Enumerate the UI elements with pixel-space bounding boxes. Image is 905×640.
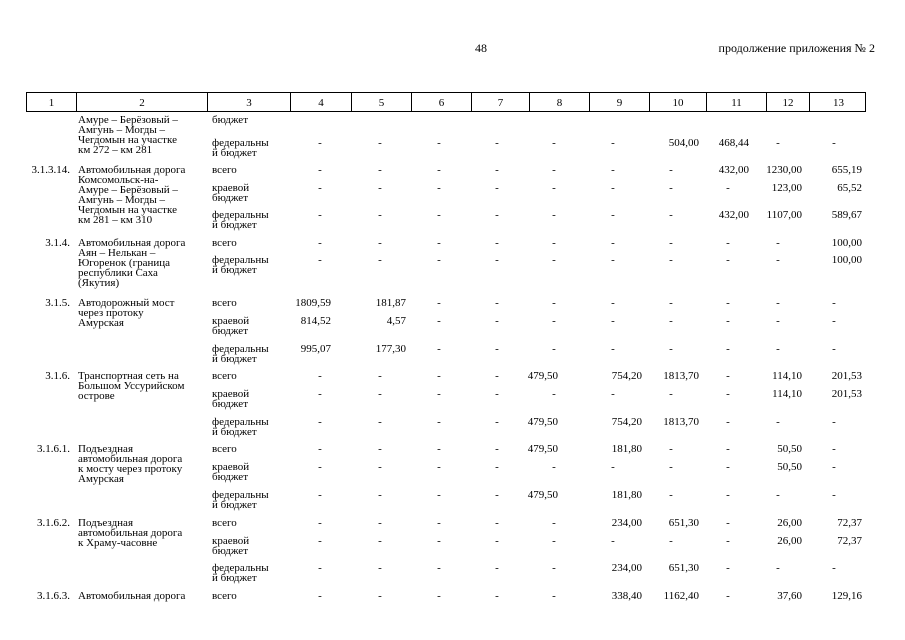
row-code: 3.1.6. (45, 370, 70, 382)
column-header-1: 1 (48, 97, 55, 109)
empty-value: - (437, 489, 441, 501)
funding-source: краевой (212, 535, 250, 547)
empty-value: - (318, 535, 322, 547)
empty-value: - (669, 254, 673, 266)
empty-value: - (726, 562, 730, 574)
value-cell: 50,50 (777, 443, 802, 455)
empty-value: - (437, 315, 441, 327)
empty-value: - (437, 254, 441, 266)
empty-value: - (726, 388, 730, 400)
value-cell: 1230,00 (766, 164, 802, 176)
row-name-line: Автомобильная дорога (78, 164, 186, 176)
empty-value: - (776, 297, 780, 309)
value-cell: 181,87 (375, 297, 406, 309)
row-code: 3.1.3.14. (31, 164, 70, 176)
row-name-line: Чегдомын на участке (78, 204, 177, 216)
empty-value: - (611, 137, 615, 149)
empty-value: - (552, 237, 556, 249)
empty-value: - (726, 535, 730, 547)
row-name-line: к Храму-часовне (78, 537, 158, 549)
empty-value: - (437, 388, 441, 400)
column-header-3: 3 (207, 93, 290, 111)
empty-value: - (552, 254, 556, 266)
empty-value: - (378, 489, 382, 501)
value-cell: 181,80 (611, 443, 642, 455)
empty-value: - (318, 209, 322, 221)
column-header-4: 4 (290, 93, 351, 111)
value-cell: 1813,70 (663, 416, 699, 428)
value-cell: 338,40 (611, 590, 642, 602)
empty-value: - (495, 370, 499, 382)
empty-value: - (726, 416, 730, 428)
funding-source: й бюджет (212, 147, 257, 159)
value-cell: 814,52 (300, 315, 331, 327)
empty-value: - (378, 182, 382, 194)
empty-value: - (552, 182, 556, 194)
empty-value: - (832, 297, 836, 309)
value-cell: 432,00 (718, 164, 749, 176)
empty-value: - (437, 343, 441, 355)
empty-value: - (318, 489, 322, 501)
empty-value: - (552, 209, 556, 221)
value-cell: 201,53 (831, 388, 862, 400)
row-code: 3.1.5. (45, 297, 70, 309)
row-name-line: автомобильная дорога (78, 453, 183, 465)
empty-value: - (832, 315, 836, 327)
empty-value: - (318, 370, 322, 382)
value-cell: 234,00 (611, 562, 642, 574)
empty-value: - (611, 209, 615, 221)
empty-value: - (552, 388, 556, 400)
empty-value: - (611, 164, 615, 176)
funding-source: всего (212, 517, 237, 529)
empty-value: - (378, 388, 382, 400)
value-cell: 37,60 (777, 590, 802, 602)
empty-value: - (495, 590, 499, 602)
value-cell: 201,53 (831, 370, 862, 382)
empty-value: - (318, 254, 322, 266)
funding-source: бюджет (212, 192, 248, 204)
empty-value: - (437, 237, 441, 249)
row-code: 3.1.6.2. (37, 517, 70, 529)
empty-value: - (318, 416, 322, 428)
empty-value: - (495, 443, 499, 455)
empty-value: - (776, 315, 780, 327)
empty-value: - (318, 590, 322, 602)
empty-value: - (378, 517, 382, 529)
value-cell: 123,00 (771, 182, 802, 194)
funding-source: всего (212, 443, 237, 455)
value-cell: 100,00 (831, 237, 862, 249)
value-cell: 100,00 (831, 254, 862, 266)
funding-source: федеральны (212, 343, 269, 355)
empty-value: - (437, 443, 441, 455)
empty-value: - (776, 562, 780, 574)
empty-value: - (611, 461, 615, 473)
value-cell: 468,44 (718, 137, 749, 149)
empty-value: - (552, 517, 556, 529)
row-name-line: Амурская (78, 473, 124, 485)
row-name-line: автомобильная дорога (78, 527, 183, 539)
funding-source: й бюджет (212, 219, 257, 231)
empty-value: - (437, 164, 441, 176)
funding-source: федеральны (212, 209, 269, 221)
value-cell: 114,10 (772, 370, 802, 382)
row-name-line: Амгунь – Могды – (78, 124, 166, 136)
empty-value: - (495, 388, 499, 400)
empty-value: - (611, 237, 615, 249)
empty-value: - (726, 297, 730, 309)
value-cell: 651,30 (668, 517, 699, 529)
empty-value: - (378, 590, 382, 602)
empty-value: - (318, 562, 322, 574)
empty-value: - (726, 237, 730, 249)
value-cell: 4,57 (386, 315, 406, 327)
empty-value: - (611, 388, 615, 400)
row-name-line: республики Саха (78, 267, 158, 279)
funding-source: краевой (212, 388, 250, 400)
empty-value: - (378, 535, 382, 547)
funding-source: й бюджет (212, 353, 257, 365)
empty-value: - (318, 237, 322, 249)
row-name-line: Амуре – Берёзовый – (78, 114, 178, 126)
funding-source: всего (212, 590, 237, 602)
empty-value: - (726, 370, 730, 382)
empty-value: - (726, 254, 730, 266)
empty-value: - (552, 137, 556, 149)
page-number: 48 (475, 41, 487, 55)
empty-value: - (378, 254, 382, 266)
empty-value: - (832, 443, 836, 455)
column-header-7: 7 (471, 93, 529, 111)
empty-value: - (378, 461, 382, 473)
row-code: 3.1.4. (45, 237, 70, 249)
funding-source: краевой (212, 461, 250, 473)
empty-value: - (611, 182, 615, 194)
empty-value: - (378, 237, 382, 249)
value-cell: 754,20 (611, 416, 642, 428)
value-cell: 651,30 (668, 562, 699, 574)
row-name-line: Югоренок (граница (78, 257, 171, 269)
funding-source: федеральны (212, 489, 269, 501)
empty-value: - (611, 254, 615, 266)
value-cell: 479,50 (527, 370, 558, 382)
empty-value: - (378, 443, 382, 455)
empty-value: - (495, 182, 499, 194)
funding-source: всего (212, 164, 237, 176)
empty-value: - (776, 254, 780, 266)
funding-source: бюджет (212, 545, 248, 557)
row-code: 3.1.6.3. (37, 590, 70, 602)
value-cell: 655,19 (831, 164, 862, 176)
empty-value: - (318, 517, 322, 529)
empty-value: - (776, 416, 780, 428)
row-name-line: Большом Уссурийском (78, 380, 185, 392)
value-cell: 234,00 (611, 517, 642, 529)
funding-source: й бюджет (212, 572, 257, 584)
value-cell: 129,16 (831, 590, 862, 602)
row-name-line: Комсомольск-на- (78, 174, 159, 186)
empty-value: - (669, 315, 673, 327)
funding-source: бюджет (212, 114, 248, 126)
empty-value: - (495, 254, 499, 266)
empty-value: - (776, 137, 780, 149)
empty-value: - (832, 343, 836, 355)
empty-value: - (437, 535, 441, 547)
row-name-line: Автомобильная дорога (78, 237, 186, 249)
empty-value: - (669, 489, 673, 501)
empty-value: - (378, 416, 382, 428)
funding-source: всего (212, 237, 237, 249)
empty-value: - (552, 164, 556, 176)
funding-source: бюджет (212, 325, 248, 337)
empty-value: - (318, 388, 322, 400)
empty-value: - (726, 590, 730, 602)
row-name-line: Автодорожный мост (78, 297, 175, 309)
empty-value: - (669, 237, 673, 249)
empty-value: - (552, 461, 556, 473)
empty-value: - (669, 388, 673, 400)
funding-source: федеральны (212, 137, 269, 149)
value-cell: 1162,40 (663, 590, 699, 602)
empty-value: - (437, 370, 441, 382)
empty-value: - (552, 297, 556, 309)
value-cell: 479,50 (527, 489, 558, 501)
row-name-line: острове (78, 390, 115, 402)
value-cell: 181,80 (611, 489, 642, 501)
funding-source: бюджет (212, 471, 248, 483)
empty-value: - (495, 297, 499, 309)
value-cell: 50,50 (777, 461, 802, 473)
empty-value: - (552, 343, 556, 355)
value-cell: 65,52 (837, 182, 862, 194)
value-cell: 995,07 (300, 343, 331, 355)
empty-value: - (495, 343, 499, 355)
empty-value: - (437, 297, 441, 309)
value-cell: 114,10 (772, 388, 802, 400)
value-cell: 504,00 (668, 137, 699, 149)
empty-value: - (495, 237, 499, 249)
funding-source: федеральны (212, 416, 269, 428)
empty-value: - (832, 489, 836, 501)
empty-value: - (437, 461, 441, 473)
empty-value: - (669, 182, 673, 194)
value-cell: 26,00 (777, 535, 802, 547)
empty-value: - (552, 535, 556, 547)
empty-value: - (495, 517, 499, 529)
funding-source: федеральны (212, 562, 269, 574)
empty-value: - (552, 562, 556, 574)
empty-value: - (669, 164, 673, 176)
empty-value: - (437, 590, 441, 602)
funding-source: бюджет (212, 398, 248, 410)
value-cell: 1107,00 (766, 209, 802, 221)
value-cell: 479,50 (527, 416, 558, 428)
funding-source: краевой (212, 182, 250, 194)
funding-source: й бюджет (212, 264, 257, 276)
value-cell: 177,30 (375, 343, 406, 355)
value-cell: 72,37 (837, 517, 862, 529)
empty-value: - (669, 461, 673, 473)
empty-value: - (611, 297, 615, 309)
row-name-line: Аян – Нелькан – (78, 247, 156, 259)
column-header-6: 6 (411, 93, 471, 111)
row-name-line: (Якутия) (78, 277, 120, 289)
empty-value: - (318, 137, 322, 149)
empty-value: - (495, 489, 499, 501)
funding-source: всего (212, 370, 237, 382)
empty-value: - (437, 182, 441, 194)
row-code: 3.1.6.1. (37, 443, 70, 455)
row-name-line: Подъездная (78, 517, 133, 529)
empty-value: - (437, 562, 441, 574)
table-header (26, 92, 866, 112)
empty-value: - (318, 443, 322, 455)
empty-value: - (832, 416, 836, 428)
row-name-line: Амгунь – Могды – (78, 194, 166, 206)
empty-value: - (669, 535, 673, 547)
row-name-line: Чегдомын на участке (78, 134, 177, 146)
empty-value: - (495, 562, 499, 574)
row-name-line: Подъездная (78, 443, 133, 455)
empty-value: - (832, 137, 836, 149)
column-header-13: 13 (809, 93, 867, 111)
empty-value: - (726, 182, 730, 194)
empty-value: - (437, 517, 441, 529)
empty-value: - (378, 137, 382, 149)
empty-value: - (832, 461, 836, 473)
empty-value: - (776, 489, 780, 501)
empty-value: - (726, 343, 730, 355)
empty-value: - (495, 137, 499, 149)
continuation-note: продолжение приложения № 2 (718, 41, 875, 55)
empty-value: - (669, 343, 673, 355)
empty-value: - (611, 535, 615, 547)
empty-value: - (378, 370, 382, 382)
empty-value: - (726, 461, 730, 473)
empty-value: - (437, 137, 441, 149)
value-cell: 589,67 (831, 209, 862, 221)
column-header-8: 8 (529, 93, 589, 111)
empty-value: - (669, 209, 673, 221)
value-cell: 1813,70 (663, 370, 699, 382)
column-header-12: 12 (766, 93, 809, 111)
empty-value: - (495, 461, 499, 473)
row-name-line: к мосту через протоку (78, 463, 183, 475)
empty-value: - (378, 562, 382, 574)
value-cell: 26,00 (777, 517, 802, 529)
empty-value: - (495, 416, 499, 428)
column-header-9: 9 (589, 93, 649, 111)
empty-value: - (726, 517, 730, 529)
empty-value: - (437, 416, 441, 428)
row-name-line: Транспортная сеть на (78, 370, 179, 382)
empty-value: - (318, 182, 322, 194)
value-cell: 479,50 (527, 443, 558, 455)
row-name-line: км 272 – км 281 (78, 144, 153, 156)
empty-value: - (318, 461, 322, 473)
empty-value: - (611, 343, 615, 355)
empty-value: - (495, 209, 499, 221)
empty-value: - (437, 209, 441, 221)
column-header-5: 5 (351, 93, 411, 111)
empty-value: - (611, 315, 615, 327)
row-name-line: Амурская (78, 317, 124, 329)
funding-source: федеральны (212, 254, 269, 266)
empty-value: - (552, 315, 556, 327)
column-header-10: 10 (649, 93, 706, 111)
empty-value: - (495, 164, 499, 176)
empty-value: - (669, 297, 673, 309)
empty-value: - (552, 590, 556, 602)
value-cell: 754,20 (611, 370, 642, 382)
empty-value: - (318, 164, 322, 176)
empty-value: - (726, 443, 730, 455)
empty-value: - (378, 209, 382, 221)
row-name-line: Автомобильная дорога (78, 590, 186, 602)
empty-value: - (776, 237, 780, 249)
row-name-line: через протоку (78, 307, 144, 319)
empty-value: - (669, 443, 673, 455)
empty-value: - (495, 535, 499, 547)
empty-value: - (495, 315, 499, 327)
value-cell: 72,37 (837, 535, 862, 547)
empty-value: - (832, 562, 836, 574)
funding-source: краевой (212, 315, 250, 327)
empty-value: - (776, 343, 780, 355)
column-header-2: 2 (76, 93, 207, 111)
value-cell: 1809,59 (295, 297, 331, 309)
column-header-11: 11 (706, 93, 766, 111)
empty-value: - (378, 164, 382, 176)
value-cell: 432,00 (718, 209, 749, 221)
funding-source: й бюджет (212, 426, 257, 438)
row-name-line: Амуре – Берёзовый – (78, 184, 178, 196)
empty-value: - (726, 489, 730, 501)
funding-source: всего (212, 297, 237, 309)
row-name-line: км 281 – км 310 (78, 214, 153, 226)
empty-value: - (726, 315, 730, 327)
funding-source: й бюджет (212, 499, 257, 511)
